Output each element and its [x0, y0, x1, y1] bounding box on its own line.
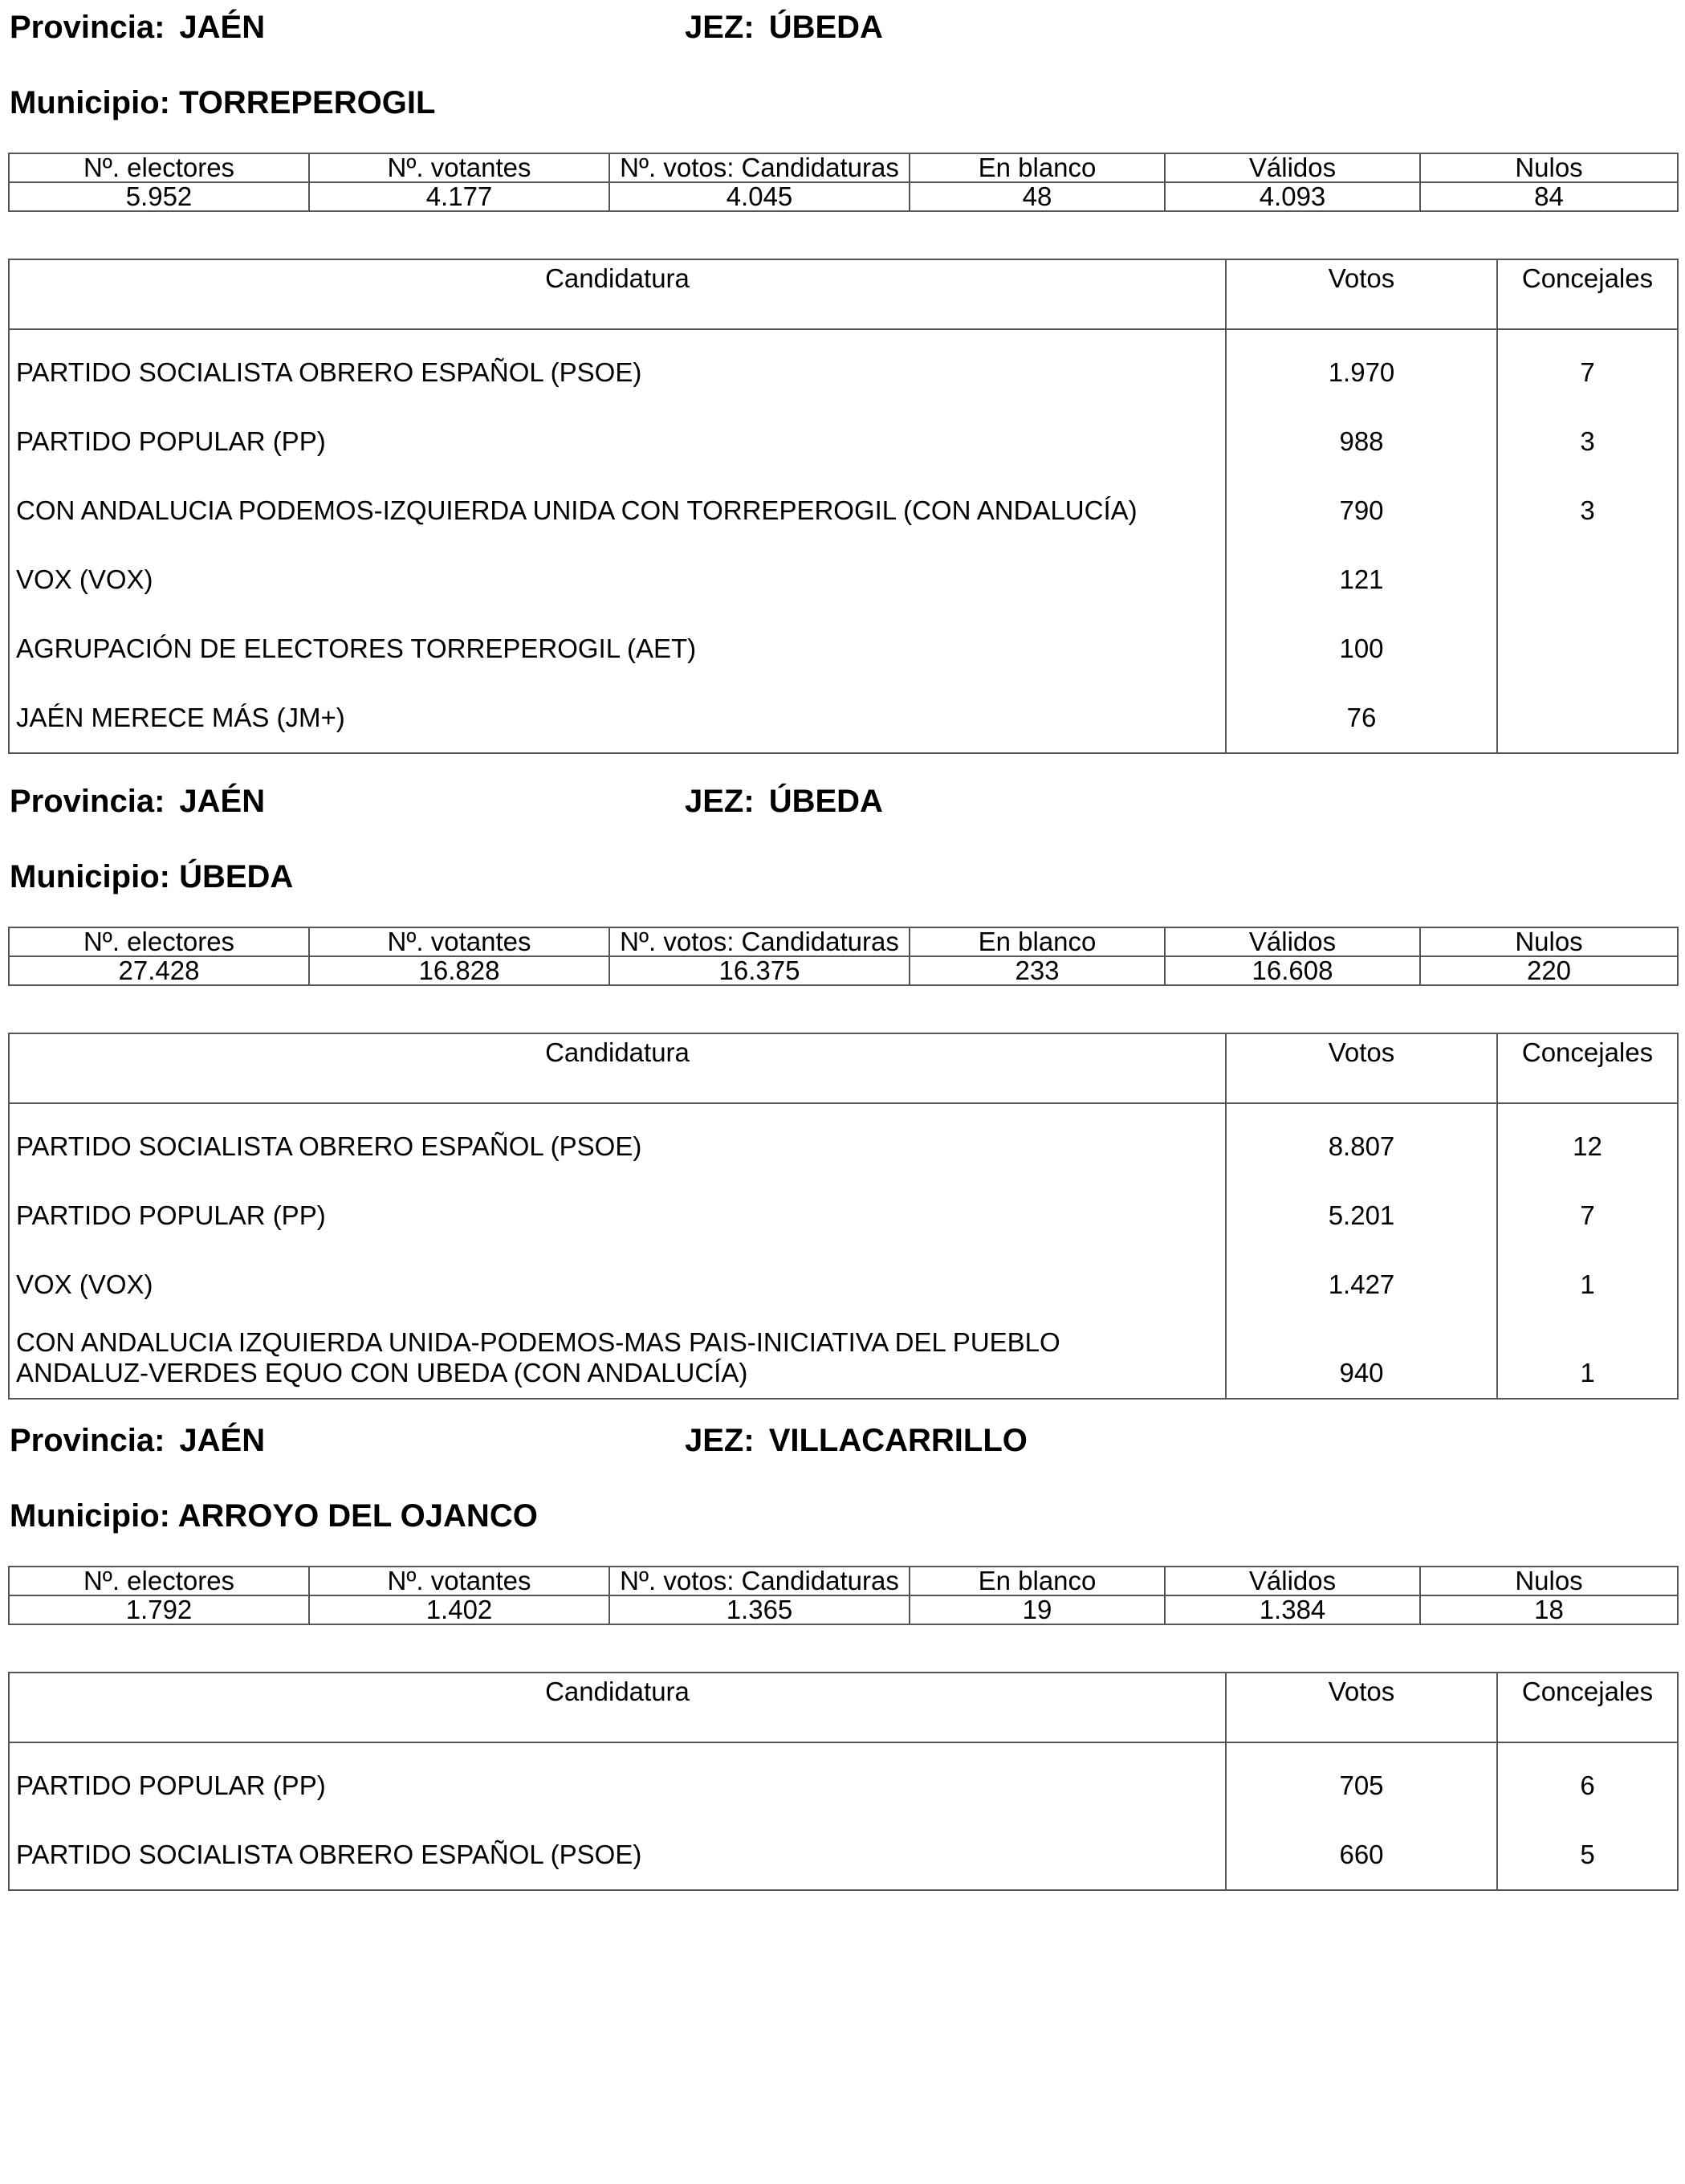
candidate-name: PARTIDO POPULAR (PP): [9, 1742, 1226, 1820]
candidate-concejales: 1: [1497, 1250, 1678, 1319]
candidate-row: [9, 1103, 1678, 1181]
candidate-name-line2: ANDALUZ-VERDES EQUO CON UBEDA (CON ANDALUCÍA): [16, 1358, 748, 1387]
stats-en-blanco: 48: [910, 182, 1165, 211]
header-candidatura: Candidatura: [9, 1033, 1226, 1103]
header-candidatura: Candidatura: [9, 1673, 1226, 1742]
stats-nulos: 220: [1420, 956, 1678, 985]
candidate-name: PARTIDO SOCIALISTA OBRERO ESPAÑOL (PSOE): [9, 1820, 1226, 1890]
candidate-votos: 940: [1226, 1319, 1497, 1399]
candidates-header-row: [9, 1673, 1678, 1742]
candidate-concejales: 12: [1497, 1103, 1678, 1181]
stats-en-blanco: 19: [910, 1595, 1165, 1624]
stats-nulos: 18: [1420, 1595, 1678, 1624]
provincia-heading: [10, 785, 265, 817]
stats-value-row: [9, 182, 1678, 211]
stats-validos: 16.608: [1165, 956, 1420, 985]
stats-header-validos: Válidos: [1165, 153, 1420, 182]
candidate-concejales: [1497, 545, 1678, 614]
candidate-row: [9, 407, 1678, 476]
stats-header-votos-candidaturas: Nº. votos: Candidaturas: [609, 927, 910, 956]
provincia-label: Provincia:: [10, 784, 165, 819]
provincia-label: Provincia:: [10, 1423, 165, 1458]
stats-header-votantes: Nº. votantes: [309, 153, 609, 182]
section-arroyo-del-ojanco: [0, 1413, 1685, 2184]
candidate-votos: 76: [1226, 683, 1497, 753]
candidate-name: [9, 1319, 1226, 1399]
candidate-name: VOX (VOX): [9, 1250, 1226, 1319]
candidate-concejales: 3: [1497, 407, 1678, 476]
candidate-row: [9, 1250, 1678, 1319]
candidate-concejales: 7: [1497, 329, 1678, 407]
candidate-row: [9, 1820, 1678, 1890]
candidate-concejales: [1497, 614, 1678, 683]
municipio-label: Municipio:: [10, 1498, 170, 1534]
stats-header-nulos: Nulos: [1420, 153, 1678, 182]
header-votos: Votos: [1226, 259, 1497, 329]
stats-votos-candidaturas: 16.375: [609, 956, 910, 985]
provincia-value: JAÉN: [179, 1423, 266, 1458]
candidate-row: [9, 1742, 1678, 1820]
candidates-table: [8, 1672, 1679, 1891]
candidate-name: PARTIDO POPULAR (PP): [9, 1181, 1226, 1250]
candidate-votos: 705: [1226, 1742, 1497, 1820]
jez-heading: [685, 11, 883, 43]
stats-validos: 4.093: [1165, 182, 1420, 211]
municipio-heading: [10, 861, 293, 893]
stats-header-votantes: Nº. votantes: [309, 927, 609, 956]
candidate-row: [9, 476, 1678, 545]
candidate-name: PARTIDO SOCIALISTA OBRERO ESPAÑOL (PSOE): [9, 1103, 1226, 1181]
jez-label: JEZ:: [685, 10, 755, 45]
candidate-votos: 988: [1226, 407, 1497, 476]
candidate-row: [9, 614, 1678, 683]
stats-votantes: 16.828: [309, 956, 609, 985]
jez-value: ÚBEDA: [768, 784, 883, 819]
candidate-row: [9, 1319, 1678, 1399]
provincia-heading: [10, 11, 265, 43]
stats-table: [8, 153, 1679, 212]
stats-header-en-blanco: En blanco: [910, 1567, 1165, 1595]
section-torreperogil: [0, 0, 1685, 771]
candidate-concejales: 3: [1497, 476, 1678, 545]
header-votos: Votos: [1226, 1033, 1497, 1103]
candidate-votos: 790: [1226, 476, 1497, 545]
candidate-concejales: 7: [1497, 1181, 1678, 1250]
candidates-table: [8, 1033, 1679, 1400]
stats-header-votos-candidaturas: Nº. votos: Candidaturas: [609, 1567, 910, 1595]
candidate-votos: 8.807: [1226, 1103, 1497, 1181]
header-concejales: Concejales: [1497, 1033, 1678, 1103]
stats-nulos: 84: [1420, 182, 1678, 211]
candidate-votos: 660: [1226, 1820, 1497, 1890]
candidate-concejales: [1497, 683, 1678, 753]
municipio-label: Municipio:: [10, 859, 170, 894]
municipio-value: ÚBEDA: [179, 859, 294, 894]
candidate-name: CON ANDALUCIA PODEMOS-IZQUIERDA UNIDA CON TORREPEROGIL (CON ANDALUCÍA): [9, 476, 1226, 545]
municipio-heading: [10, 87, 435, 119]
stats-header-nulos: Nulos: [1420, 1567, 1678, 1595]
stats-votantes: 4.177: [309, 182, 609, 211]
municipio-value: ARROYO DEL OJANCO: [177, 1498, 538, 1534]
stats-header-votantes: Nº. votantes: [309, 1567, 609, 1595]
candidate-votos: 1.970: [1226, 329, 1497, 407]
header-concejales: Concejales: [1497, 259, 1678, 329]
header-concejales: Concejales: [1497, 1673, 1678, 1742]
jez-value: VILLACARRILLO: [768, 1423, 1028, 1458]
stats-table: [8, 1566, 1679, 1625]
stats-en-blanco: 233: [910, 956, 1165, 985]
stats-header-votos-candidaturas: Nº. votos: Candidaturas: [609, 153, 910, 182]
provincia-value: JAÉN: [179, 10, 266, 45]
municipio-heading: [10, 1500, 538, 1532]
stats-header-validos: Válidos: [1165, 927, 1420, 956]
candidates-header-row: [9, 259, 1678, 329]
stats-electores: 5.952: [9, 182, 309, 211]
stats-header-electores: Nº. electores: [9, 1567, 309, 1595]
stats-value-row: [9, 956, 1678, 985]
stats-header-en-blanco: En blanco: [910, 927, 1165, 956]
candidate-votos: 5.201: [1226, 1181, 1497, 1250]
candidate-name-line1: CON ANDALUCIA IZQUIERDA UNIDA-PODEMOS-MAS PAIS-INICIATIVA DEL PUEBLO: [16, 1327, 1060, 1357]
stats-header-row: [9, 927, 1678, 956]
provincia-heading: [10, 1424, 265, 1457]
jez-label: JEZ:: [685, 1423, 755, 1458]
candidate-concejales: 1: [1497, 1319, 1678, 1399]
candidate-name: PARTIDO SOCIALISTA OBRERO ESPAÑOL (PSOE): [9, 329, 1226, 407]
stats-header-row: [9, 153, 1678, 182]
jez-heading: [685, 1424, 1028, 1457]
stats-value-row: [9, 1595, 1678, 1624]
stats-validos: 1.384: [1165, 1595, 1420, 1624]
stats-electores: 1.792: [9, 1595, 309, 1624]
stats-header-en-blanco: En blanco: [910, 153, 1165, 182]
candidate-votos: 121: [1226, 545, 1497, 614]
header-votos: Votos: [1226, 1673, 1497, 1742]
candidate-votos: 1.427: [1226, 1250, 1497, 1319]
municipio-label: Municipio:: [10, 85, 170, 120]
candidate-name: PARTIDO POPULAR (PP): [9, 407, 1226, 476]
candidates-table: [8, 259, 1679, 754]
candidate-name: JAÉN MERECE MÁS (JM+): [9, 683, 1226, 753]
jez-heading: [685, 785, 883, 817]
candidates-header-row: [9, 1033, 1678, 1103]
stats-header-electores: Nº. electores: [9, 927, 309, 956]
provincia-value: JAÉN: [179, 784, 266, 819]
stats-header-row: [9, 1567, 1678, 1595]
header-candidatura: Candidatura: [9, 259, 1226, 329]
candidate-row: [9, 329, 1678, 407]
provincia-label: Provincia:: [10, 10, 165, 45]
candidate-name: AGRUPACIÓN DE ELECTORES TORREPEROGIL (AET): [9, 614, 1226, 683]
candidate-row: [9, 683, 1678, 753]
stats-electores: 27.428: [9, 956, 309, 985]
jez-value: ÚBEDA: [768, 10, 883, 45]
stats-header-electores: Nº. electores: [9, 153, 309, 182]
candidate-row: [9, 1181, 1678, 1250]
stats-votos-candidaturas: 4.045: [609, 182, 910, 211]
stats-votos-candidaturas: 1.365: [609, 1595, 910, 1624]
municipio-value: TORREPEROGIL: [179, 85, 436, 120]
candidate-concejales: 5: [1497, 1820, 1678, 1890]
candidate-votos: 100: [1226, 614, 1497, 683]
stats-header-validos: Válidos: [1165, 1567, 1420, 1595]
jez-label: JEZ:: [685, 784, 755, 819]
stats-table: [8, 927, 1679, 986]
candidate-row: [9, 545, 1678, 614]
candidate-name: VOX (VOX): [9, 545, 1226, 614]
candidate-concejales: 6: [1497, 1742, 1678, 1820]
stats-votantes: 1.402: [309, 1595, 609, 1624]
stats-header-nulos: Nulos: [1420, 927, 1678, 956]
